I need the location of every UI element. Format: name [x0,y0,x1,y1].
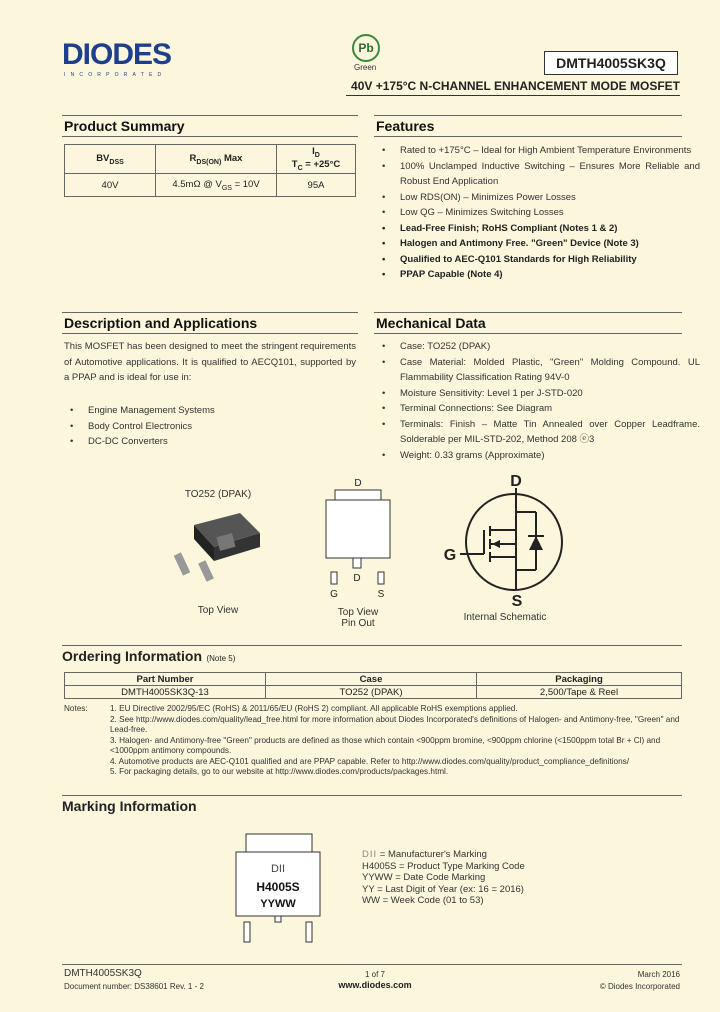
marking-legend-item: DII = Manufacturer's Marking [362,849,487,860]
feature-item: • Lead-Free Finish; RoHS Compliant (Notes 1 & 2) [400,221,700,237]
mechanical-item: • Terminal Connections: See Diagram [400,401,700,417]
marking-legend-item: WW = Week Code (01 to 53) [362,895,484,907]
ordering-note-ref: (Note 5) [206,654,236,663]
manufacturer-mark-icon: DII [362,849,378,860]
product-summary-heading: Product Summary [62,115,358,137]
footer-website-link[interactable]: www.diodes.com [338,980,412,990]
brand-subtitle: INCORPORATED [64,72,167,78]
ps-value-bvdss: 40V [65,174,156,197]
ps-header-bvdss: $BV_{DSS}$ [65,145,156,174]
mechanical-item: • Case Material: Molded Plastic, "Green" Molding Compound. UL Flammability Classification Rating 94V-0 [400,355,700,386]
ordering-heading [62,645,682,666]
application-item: • DC-DC Converters [88,434,368,450]
device-subtitle: 40V +175°C N-CHANNEL ENHANCEMENT MODE MOSFET [346,79,680,96]
marking-heading: Marking Information [62,795,682,814]
notes-list [110,704,680,778]
marking-legend [362,849,662,907]
ordering-header-part: Part Number [65,673,266,686]
ps-header-id: $I_D$ $T_C = +25^\circ C$ [277,145,356,174]
pin-g-label: G [330,589,338,600]
feature-item: • Rated to +175°C – Ideal for High Ambient Temperature Environments [400,143,700,159]
package-label: TO252 (DPAK) [184,489,252,500]
footer-divider [62,964,682,965]
applications-list [64,403,368,450]
part-number-title: DMTH4005SK3Q [544,51,678,75]
feature-item: • PPAP Capable (Note 4) [400,267,700,283]
feature-item: • Low QG – Minimizes Switching Losses [400,205,700,221]
description-heading: Description and Applications [62,312,358,334]
features-heading: Features [374,115,682,137]
feature-item: • Qualified to AEC-Q101 Standards for High Reliability [400,252,700,268]
marking-legend-item: H4005S = Product Type Marking Code [362,860,525,872]
footer-date: March 2016 [637,970,680,979]
mechanical-item: • Weight: 0.33 grams (Approximate) [400,448,700,464]
footer-copyright: © Diodes Incorporated [599,982,680,991]
notes-label: Notes: [64,704,88,713]
features-list [376,143,700,283]
pinout-caption-top: Top View [337,607,379,618]
marking-logo-mark: DII [270,863,286,875]
ordering-header-case: Case [266,673,477,686]
footer-page: 1 of 7 [364,970,385,979]
product-summary-table [64,144,356,197]
feature-item: • 100% Unclamped Inductive Switching – Ensures More Reliable and Robust End Application [400,159,700,190]
note-item: 1. EU Directive 2002/95/EC (RoHS) & 2011/65/EU (RoHS 2) compliant. All applicable RoHS exemptions applied. [110,704,518,713]
pin-d-label: D [354,478,362,489]
green-label: Green [354,63,377,72]
feature-item: • Halogen and Antimony Free. "Green" Device (Note 3) [400,236,700,252]
ordering-packaging-value: 2,500/Tape & Reel [477,686,682,699]
pb-free-icon: Pb [352,34,380,62]
feature-item: • Low RDS(ON) – Minimizes Power Losses [400,190,700,206]
pinout-caption-sub: Pin Out [341,618,375,629]
note-item: 5. For packaging details, go to our website at http://www.diodes.com/products/packages.html. [110,767,449,776]
mechanical-heading: Mechanical Data [374,312,682,334]
pinout-diagram [312,474,402,604]
note-item: 3. Halogen- and Antimony-free "Green" products are defined as those which contain <900ppm bromine, <900ppm chlorine (<1500ppm total Br + Cl) and <1000ppm antimony compounds. [110,735,661,755]
marking-legend-item: YYWW = Date Code Marking [362,872,486,884]
schematic-s-label: S [511,593,523,610]
internal-schematic [440,470,570,610]
marking-code: H4005S [256,880,300,894]
application-item: • Engine Management Systems [88,403,368,419]
mechanical-item: • Moisture Sensitivity: Level 1 per J-STD-020 [400,386,700,402]
marking-legend-item: YY = Last Digit of Year (ex: 16 = 2016) [362,883,524,895]
ordering-case-value: TO252 (DPAK) [266,686,477,699]
ordering-part-value: DMTH4005SK3Q-13 [65,686,266,699]
ps-value-id: 95A [277,174,356,197]
ordering-header-packaging: Packaging [477,673,682,686]
schematic-caption: Internal Schematic [463,612,547,623]
description-paragraph: This MOSFET has been designed to meet the stringent requirements of Automotive applications. It is qualified to AECQ101, supported by a PPAP and is ideal for use in: [64,341,356,383]
footer-doc-number: Document number: DS38601 Rev. 1 - 2 [64,982,204,991]
marking-date-code: YYWW [260,898,296,910]
footer-part: DMTH4005SK3Q [64,968,142,979]
dpak-package-image [168,505,268,585]
pin-d2-label: D [353,573,361,584]
marking-package-diagram [228,832,328,950]
note-item: 2. See http://www.diodes.com/quality/lead_free.html for more information about Diodes Incorporated's definitions of Halogen- and Antimony-free, "Green" and Lead-free. [110,714,680,734]
ps-header-rdson: $R_{DS(ON)}$ Max [156,145,277,174]
pin-s-label: S [377,589,385,600]
ordering-title: Ordering Information [62,648,202,664]
brand-logo: DIODES [62,38,172,71]
schematic-d-label: D [510,473,522,490]
schematic-g-label: G [443,547,457,564]
ordering-table [64,672,682,699]
note-item: 4. Automotive products are AEC-Q101 qualified and are PPAP capable. Refer to http://www.diodes.com/quality/product_compliance_definitions/ [110,756,629,766]
ps-value-rdson: 4.5mΩ @ $V_{GS} = 10V$ [156,174,277,197]
application-item: • Body Control Electronics [88,419,368,435]
mechanical-item: • Terminals: Finish – Matte Tin Annealed over Copper Leadframe. Solderable per MIL-STD-202, Method 208 ⓔ3 [400,417,700,448]
top-view-caption: Top View [197,605,239,616]
mechanical-item: • Case: TO252 (DPAK) [400,339,700,355]
mechanical-list [376,339,700,463]
